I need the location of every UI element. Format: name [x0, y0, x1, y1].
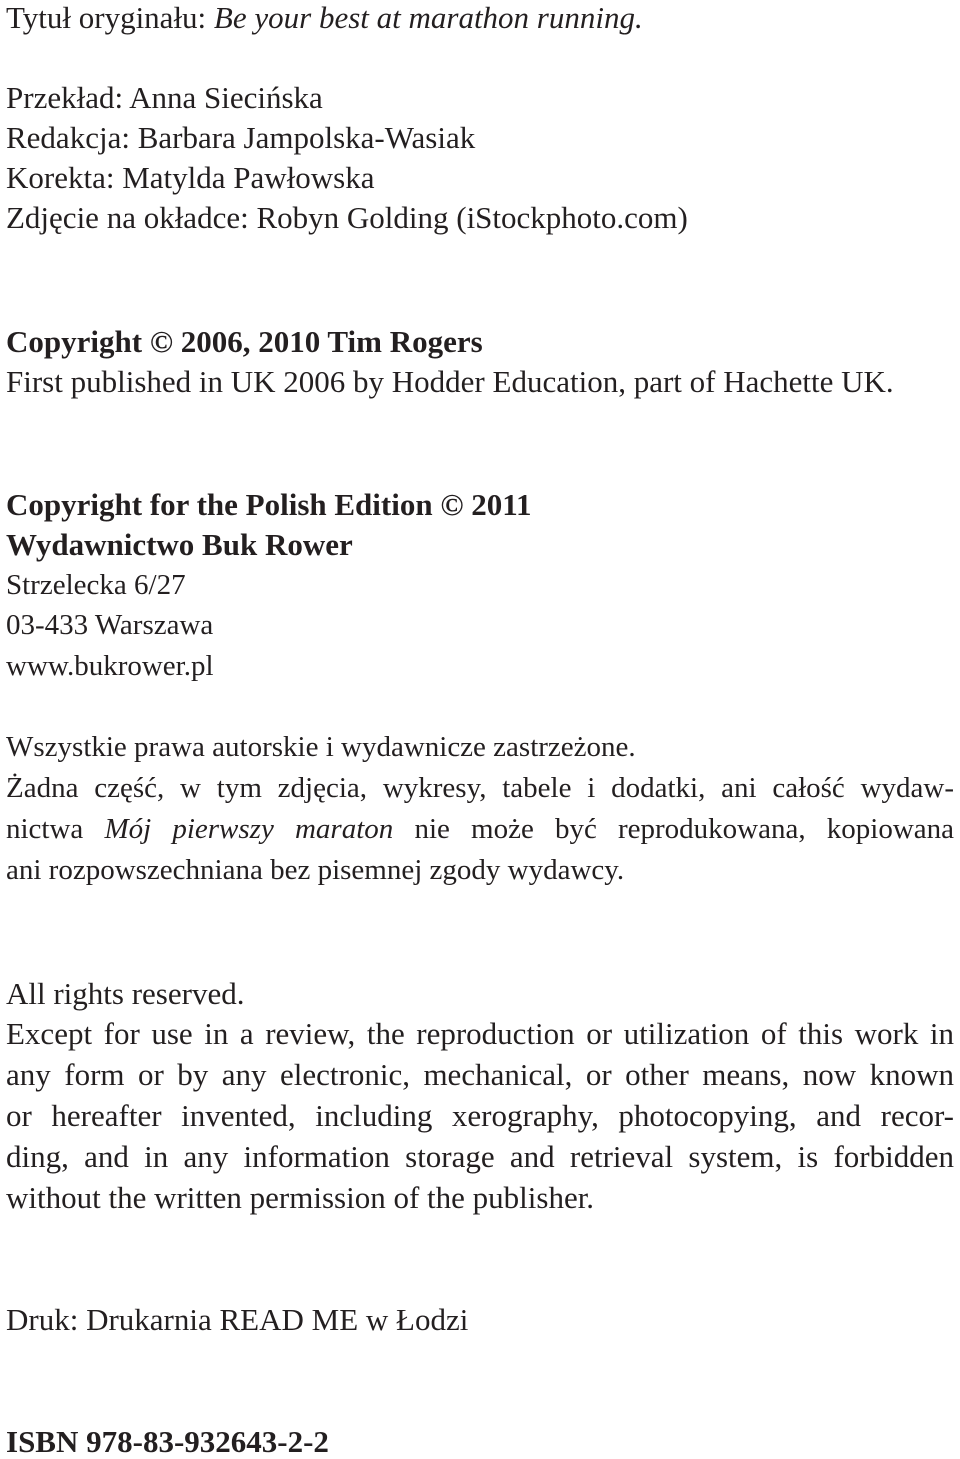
polish-rights-line-2: Żadna część, w tym zdjęcia, wykresy, tabele i dodatki, ani całość wydaw- [6, 772, 954, 804]
book-title-polish: Mój pierwszy maraton [104, 813, 394, 845]
copyright-original-line: Copyright © 2006, 2010 Tim Rogers [6, 324, 483, 359]
polish-rights-line-4: ani rozpowszechniana bez pisemnej zgody wydawcy. [6, 854, 625, 886]
english-rights-line-3: or hereafter invented, including xerography, photocopying, and recor- [6, 1098, 954, 1133]
polish-rights-line-3-pre: nictwa [6, 813, 84, 845]
polish-rights-line-3-post: nie może być reprodukowana, kopiowana [414, 813, 955, 845]
english-rights-line-2: any form or by any electronic, mechanical, or other means, now known [6, 1057, 954, 1092]
english-rights-line-4: ding, and in any information storage and retrieval system, is forbidden [6, 1139, 954, 1174]
credit-cover-photo: Zdjęcie na okładce: Robyn Golding (iStockphoto.com) [6, 200, 688, 235]
original-title [6, 2, 643, 33]
isbn: ISBN 978-83-932643-2-2 [6, 1424, 329, 1459]
printer-line: Druk: Drukarnia READ ME w Łodzi [6, 1302, 469, 1337]
english-rights-line-1: Except for use in a review, the reproduction or utilization of this work in [6, 1016, 954, 1051]
all-rights-reserved: All rights reserved. [6, 976, 245, 1011]
polish-rights-line-3 [6, 815, 954, 844]
credit-editing: Redakcja: Barbara Jampolska-Wasiak [6, 120, 476, 155]
original-title-label: Tytuł oryginału: [6, 0, 207, 35]
copyright-polish-line: Copyright for the Polish Edition © 2011 [6, 487, 532, 522]
original-title-value: Be your best at marathon running. [213, 0, 643, 35]
publisher-city: 03-433 Warszawa [6, 609, 214, 641]
publisher-street: Strzelecka 6/27 [6, 569, 186, 601]
first-published-line: First published in UK 2006 by Hodder Education, part of Hachette UK. [6, 364, 894, 399]
polish-rights-line-1: Wszystkie prawa autorskie i wydawnicze zastrzeżone. [6, 731, 636, 763]
credit-translation: Przekład: Anna Siecińska [6, 80, 323, 115]
english-rights-line-5: without the written permission of the publisher. [6, 1180, 595, 1215]
publisher-name: Wydawnictwo Buk Rower [6, 527, 353, 562]
publisher-website: www.bukrower.pl [6, 650, 214, 682]
credit-proofreading: Korekta: Matylda Pawłowska [6, 160, 375, 195]
